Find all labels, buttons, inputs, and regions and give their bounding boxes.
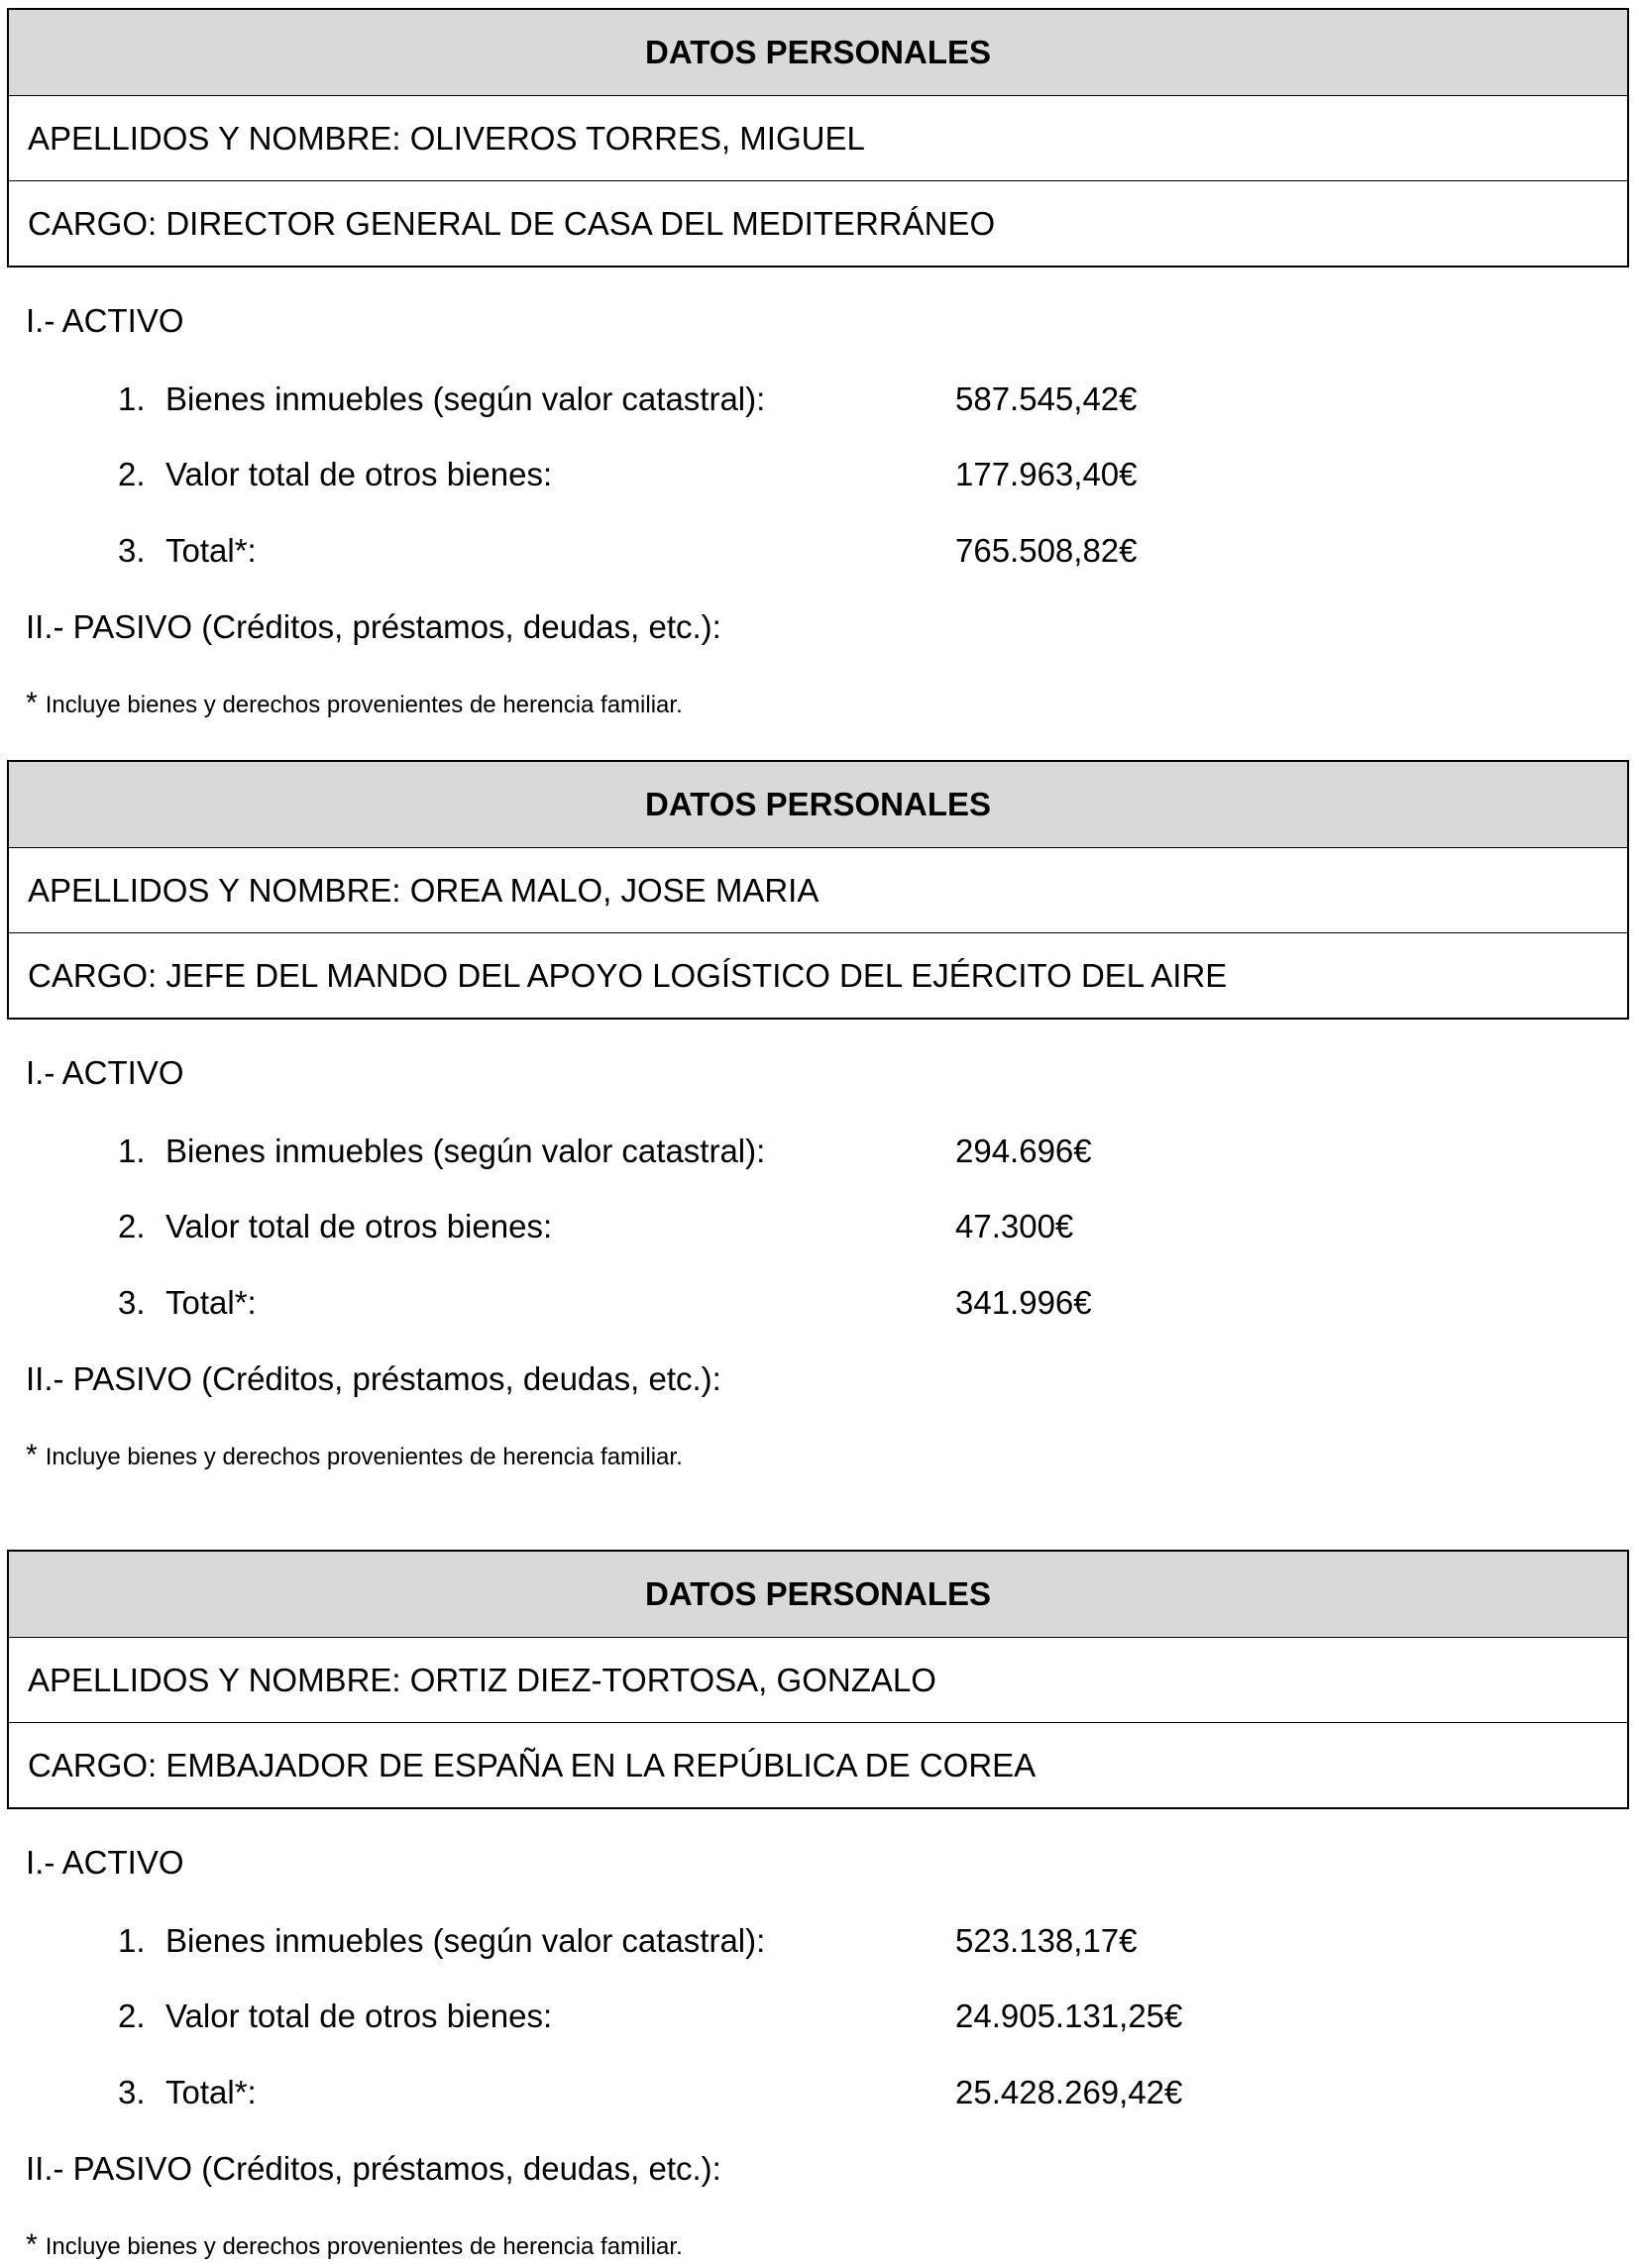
position-row [9, 180, 1627, 266]
table-header [9, 10, 1627, 95]
asset-line-total [0, 532, 1639, 572]
footnote-text: Incluye bienes y derechos provenientes de herencia familiar. [45, 2233, 683, 2260]
asset-value: 765.508,82€ [955, 532, 1138, 569]
active-heading: I.- ACTIVO [26, 1844, 184, 1881]
asset-label: Valor total de otros bienes: [165, 456, 553, 492]
position-text: CARGO: EMBAJADOR DE ESPAÑA EN LA REPÚBLICA DE COREA [28, 1746, 1037, 1783]
asset-line-other-assets [0, 1998, 1639, 2037]
asset-line-real-estate [0, 1133, 1639, 1172]
full-name-text: APELLIDOS Y NOMBRE: OLIVEROS TORRES, MIGUEL [28, 119, 865, 157]
full-name-row [9, 1637, 1627, 1722]
asset-value: 587.545,42€ [955, 380, 1138, 417]
full-name-text: APELLIDOS Y NOMBRE: ORTIZ DIEZ-TORTOSA, GONZALO [28, 1661, 936, 1698]
asset-label: Bienes inmuebles (según valor catastral): [165, 380, 766, 417]
footnote-text: Incluye bienes y derechos provenientes de herencia familiar. [45, 692, 683, 718]
footnote-mark: * [26, 687, 38, 719]
table-header-label: DATOS PERSONALES [645, 786, 991, 822]
active-heading: I.- ACTIVO [26, 302, 184, 339]
asset-number: 3. [118, 1284, 146, 1321]
position-row [9, 932, 1627, 1018]
asset-number: 2. [118, 1998, 146, 2034]
asset-line-total [0, 2074, 1639, 2113]
asset-line-total [0, 1284, 1639, 1324]
passive-heading: II.- PASIVO (Créditos, préstamos, deudas, etc.): [26, 608, 721, 645]
passive-heading: II.- PASIVO (Créditos, préstamos, deudas, etc.): [26, 1360, 721, 1397]
asset-value: 341.996€ [955, 1284, 1092, 1321]
full-name-row [9, 847, 1627, 932]
asset-line-other-assets [0, 1208, 1639, 1247]
asset-number: 1. [118, 380, 146, 417]
asset-value: 47.300€ [955, 1208, 1074, 1244]
position-text: CARGO: DIRECTOR GENERAL DE CASA DEL MEDITERRÁNEO [28, 204, 996, 242]
asset-line-real-estate [0, 1922, 1639, 1962]
asset-number: 1. [118, 1133, 146, 1169]
asset-value: 294.696€ [955, 1133, 1092, 1169]
asset-label: Total*: [165, 1284, 257, 1321]
asset-value: 523.138,17€ [955, 1922, 1138, 1959]
table-header-label: DATOS PERSONALES [645, 34, 991, 70]
full-name-row [9, 95, 1627, 180]
footnote-mark: * [26, 1439, 38, 1471]
table-header [9, 1552, 1627, 1637]
personal-data-table [7, 1550, 1629, 1809]
footnote-mark: * [26, 2228, 38, 2261]
position-text: CARGO: JEFE DEL MANDO DEL APOYO LOGÍSTICO DEL EJÉRCITO DEL AIRE [28, 956, 1228, 994]
footnote [26, 2228, 683, 2262]
asset-number: 3. [118, 532, 146, 569]
asset-number: 3. [118, 2074, 146, 2110]
table-header [9, 762, 1627, 847]
passive-heading: II.- PASIVO (Créditos, préstamos, deudas, etc.): [26, 2150, 721, 2187]
personal-data-table [7, 8, 1629, 268]
position-row [9, 1722, 1627, 1807]
asset-line-other-assets [0, 456, 1639, 495]
asset-label: Valor total de otros bienes: [165, 1998, 553, 2034]
asset-value: 177.963,40€ [955, 456, 1138, 492]
asset-number: 2. [118, 456, 146, 492]
full-name-text: APELLIDOS Y NOMBRE: OREA MALO, JOSE MARIA [28, 871, 820, 909]
footnote [26, 1439, 683, 1472]
asset-value: 25.428.269,42€ [955, 2074, 1183, 2110]
asset-label: Valor total de otros bienes: [165, 1208, 553, 1244]
asset-label: Total*: [165, 2074, 257, 2110]
asset-label: Bienes inmuebles (según valor catastral): [165, 1133, 766, 1169]
asset-number: 1. [118, 1922, 146, 1959]
footnote [26, 687, 683, 720]
personal-data-table [7, 760, 1629, 1020]
asset-value: 24.905.131,25€ [955, 1998, 1183, 2034]
asset-label: Bienes inmuebles (según valor catastral): [165, 1922, 766, 1959]
active-heading: I.- ACTIVO [26, 1054, 184, 1091]
asset-number: 2. [118, 1208, 146, 1244]
footnote-text: Incluye bienes y derechos provenientes de herencia familiar. [45, 1444, 683, 1470]
asset-label: Total*: [165, 532, 257, 569]
table-header-label: DATOS PERSONALES [645, 1575, 991, 1612]
asset-line-real-estate [0, 380, 1639, 420]
